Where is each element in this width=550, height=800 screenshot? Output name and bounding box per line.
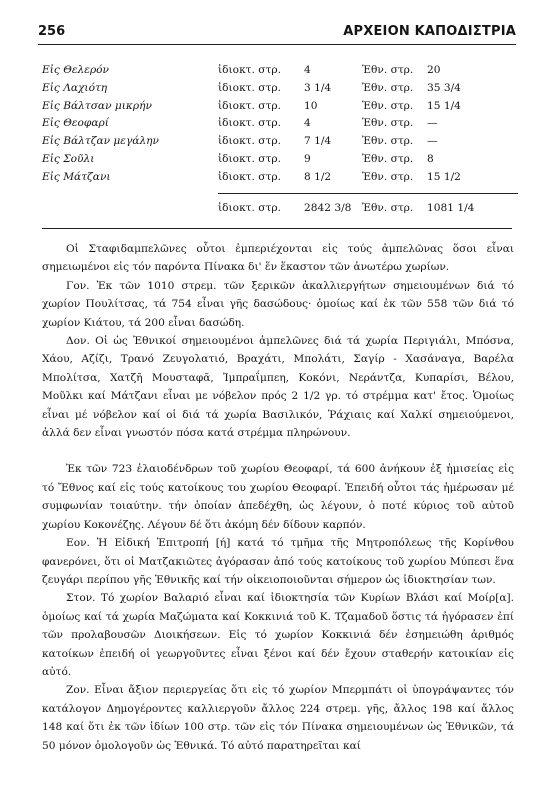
table-row (42, 117, 512, 135)
body-text (42, 240, 514, 755)
national-area-label: Ἐθν. στρ. (362, 81, 414, 94)
national-area-label: Ἐθν. στρ. (362, 170, 414, 183)
section-separator (42, 228, 512, 229)
own-area-value: 4 (304, 64, 311, 76)
national-area-label: Ἐθν. στρ. (362, 64, 414, 76)
own-area-value: 10 (304, 99, 318, 112)
place-name: Εἰς Σοῦλι (42, 152, 95, 165)
own-area-label: ἰδιοκτ. στρ. (218, 135, 281, 148)
own-area-label: ἰδιοκτ. στρ. (218, 170, 281, 183)
own-area-label: ἰδιοκτ. στρ. (218, 117, 281, 130)
table-row (42, 64, 512, 82)
national-area-value: — (427, 117, 438, 130)
own-area-label: ἰδιοκτ. στρ. (218, 99, 281, 112)
paragraph: Γον. Ἐκ τῶν 1010 στρεμ. τῶν ξερικῶν ἀκαλλιεργήτων σημειουμένων διά τό χωρίον Πουλίτσας, τά 754 εἶναι γῆς δασώδους· ὁμοίως καί ἐκ τῶν 558 τῶν διά τό χωρίον Κιάτου, τά 200 εἶναι δασώδη. (42, 279, 514, 329)
paragraph: Στον. Τό χωρίον Βαλαριό εἶναι καί ἰδιοκτησία τῶν Κυρίων Βλάσι καί Μοίρ[α]. ὁμοίως καί τά χωρία Μαζώματα καί Κοκκινιά τοῦ Κ. Τζαμαδοῦ ὅστις τά ἠγόρασεν ἐπί τῶν προλαβουσῶν Διοικήσεων. Εἰς τό χωρίον Κοκκινιά δέν ἐσημειώθη ἀριθμός κατοίκων ἐπειδή οἱ γεωργοῦντες εἶναι ξένοι καί δέν ἔχουν σταθερήν κατοικίαν εἰς αὐτό. (42, 592, 514, 678)
table-row (42, 153, 512, 171)
national-area-value: 15 1/4 (427, 99, 461, 112)
national-area-label: Ἐθν. στρ. (362, 152, 414, 165)
own-area-value: 7 1/4 (304, 135, 332, 148)
running-header (38, 22, 516, 45)
place-name: Εἰς Βάλτζαν μεγάλην (42, 135, 159, 148)
total-own-label: ἰδιοκτ. στρ. (218, 201, 281, 214)
place-name: Εἰς Θεοφαρί (42, 117, 109, 130)
paragraph: Εον. Ἡ Εἰδική Ἐπιτροπή [ή] κατά τό τμῆμα τῆς Μητροπόλεως τῆς Κορίνθου φανερόνει, ὅτι οἱ Ματζακιῶτες ἀγόρασαν ἀπό τούς κατοίκους τοῦ χωρίου Μύπεσι ἕνα ζευγάρι περίπου γῆς Ἐθνικῆς καί τήν οἰκειοποιοῦνται σήμερον ὡς ἰδιοκτησίαν των. (42, 537, 514, 586)
table-row (42, 135, 512, 153)
place-name: Εἰς Μάτζανι (42, 170, 111, 183)
running-title: ΑΡΧΕΙΟΝ ΚΑΠΟΔΙΣΤΡΙΑ (343, 24, 516, 39)
paragraph: Οἱ Σταφιδαμπελῶνες οὗτοι ἐμπεριέχονται εἰς τούς ἀμπελῶνας ὅσοι εἶναι σημειωμένοι εἰς τόν παρόντα Πίνακα δι' ἕν ἕκαστον τῶν ἀνωτέρω χωρίων. (42, 243, 514, 274)
paragraph: Ζον. Εἶναι ἄξιον περιεργείας ὅτι εἰς τό χωρίον Μπερμπάτι οἱ ὑπογράψαντες τόν κατάλογον Δημογέροντες καλλιεργοῦν ἄλλος 224 στρεμ. γῆς, ἄλλος 198 καί ἄλλος 148 καί ὅτι ἐκ τῶν ἰδίων 100 στρ. τῶν εἰς τόν Πίνακα σημειουμένων ὡς Ἐθνικῶν, τά 50 μόνον ὁμολογοῦν ὡς Ἐθνικά. Τό αὐτό παρατηρεῖται καί (42, 684, 514, 752)
table-total-row (42, 202, 512, 224)
national-area-value: — (427, 135, 438, 148)
own-area-value: 3 1/4 (304, 81, 332, 94)
place-name: Εἰς Βάλτσαν μικρήν (42, 99, 152, 112)
place-name: Εἰς Θελερόν (42, 64, 110, 76)
total-own-value: 2842 3/8 (304, 201, 352, 214)
own-area-label: ἰδιοκτ. στρ. (218, 64, 281, 76)
national-area-value: 20 (427, 64, 441, 76)
own-area-value: 8 1/2 (304, 170, 332, 183)
own-area-label: ἰδιοκτ. στρ. (218, 152, 281, 165)
national-area-label: Ἐθν. στρ. (362, 99, 414, 112)
national-area-label: Ἐθν. στρ. (362, 135, 414, 148)
national-area-value: 8 (427, 152, 434, 165)
paragraph: Ἐκ τῶν 723 ἐλαιοδένδρων τοῦ χωρίου Θεοφαρί, τά 600 ἀνήκουν ἐξ ἡμισείας εἰς τό Ἔθνος καί εἰς τούς κατοίκους του χωρίου Θεοφαρί. Ἐπειδή οὗτοι τάς ἡμέρωσαν μέ συμφωνίαν τοιαύτην. τήν ὁποίαν ἀπεδέχθη, ὡς λέγουν, ὁ ποτέ κύριος τοῦ αὐτοῦ χωρίου Κοκονέζης. Λέγουν δέ ὅτι ἀκόμη δέν δίδουν καρπόν. (42, 463, 514, 531)
table-total-rule (218, 193, 518, 194)
national-area-value: 15 1/2 (427, 170, 461, 183)
table-row (42, 82, 512, 100)
paragraph: Δον. Οἱ ὡς Ἐθνικοί σημειουμένοι ἀμπελῶνες διά τά χωρία Περιγιάλι, Μπόσνα, Χάου, Αζίζι, Τρανό Ζευγολατιό, Βραχάτι, Μπολάτι, Σαγίρ - Χασάναγα, Βαρέλα Μπολίτσα, Χατζῆ Μουσταφᾶ, Ἰμπραΐμπεη, Κοκόνι, Νεράντζα, Κυπαρίσι, Βέλου, Μοῦλκι καί Μάτζανι εἶναι με νόβελον πρός 2 1/2 γρ. τό στρέμμα κατ' ἔτος. Ὁμοίως εἶναι μέ νόβελον καί οἱ διά τά χωρία Βασιλικόν, Ῥάχιαις καί Χαλκί σημειούμενοι, ἀλλά δεν εἶναι γνωστόν πόσα κατά στρέμμα πληρώνουν. (42, 335, 514, 440)
own-area-value: 4 (304, 117, 311, 130)
table-row (42, 100, 512, 118)
page-number: 256 (38, 24, 66, 39)
own-area-label: ἰδιοκτ. στρ. (218, 81, 281, 94)
land-table (42, 64, 512, 224)
national-area-value: 35 3/4 (427, 81, 461, 94)
place-name: Εἰς Λαχιότη (42, 81, 108, 94)
total-national-value: 1081 1/4 (427, 201, 475, 214)
national-area-label: Ἐθν. στρ. (362, 117, 414, 130)
total-national-label: Ἐθν. στρ. (362, 201, 414, 214)
own-area-value: 9 (304, 152, 311, 165)
table-row (42, 171, 512, 189)
